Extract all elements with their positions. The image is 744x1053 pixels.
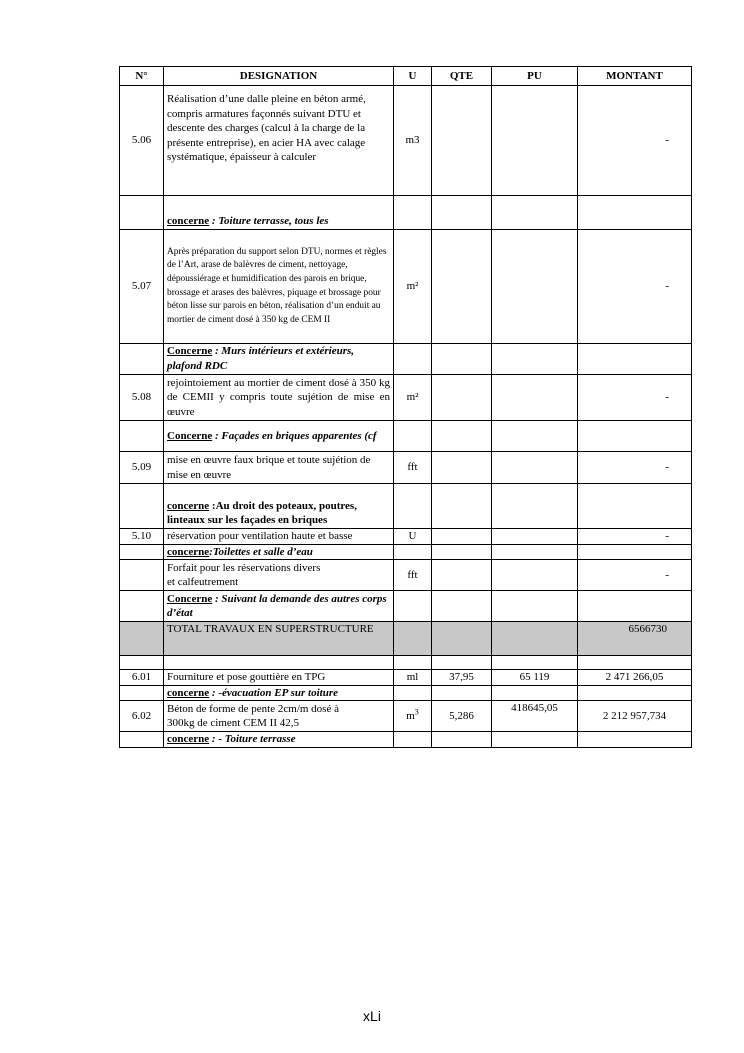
table-row	[120, 701, 692, 732]
item-designation: réservation pour ventilation haute et basse	[164, 529, 394, 545]
concerne-label: Concerne	[167, 592, 213, 605]
concerne-note	[164, 344, 394, 375]
item-number: 5.10	[120, 529, 164, 545]
item-montant: -	[578, 452, 692, 484]
table-row	[120, 344, 692, 375]
total-row	[120, 622, 692, 656]
designation-line-2: 300kg de ciment CEM II 42,5	[167, 717, 299, 730]
concerne-note	[164, 196, 394, 230]
page-number: xLi	[363, 1008, 381, 1024]
unit-superscript: 3	[414, 707, 419, 717]
concerne-label: Concerne	[167, 345, 213, 358]
concerne-note	[164, 732, 394, 748]
item-number: 5.06	[120, 86, 164, 196]
item-montant: -	[578, 375, 692, 421]
concerne-text: : -évacuation EP sur toiture	[211, 686, 339, 699]
item-unit: fft	[394, 560, 432, 591]
header-num: N°	[120, 67, 164, 86]
item-unit: $m^3$	[394, 701, 432, 732]
item-pu: 418645,05	[492, 701, 578, 732]
item-unit: m²	[394, 230, 432, 344]
table-row	[120, 484, 692, 529]
item-number: 5.07	[120, 230, 164, 344]
table-row	[120, 375, 692, 421]
concerne-text: :Toilettes et salle d’eau	[209, 545, 313, 558]
table-row	[120, 452, 692, 484]
forfait-line-2: et calfeutrement	[167, 576, 239, 589]
concerne-note	[164, 421, 394, 452]
item-designation	[164, 701, 394, 732]
concerne-text: : Murs intérieurs et extérieurs, plafond RDC	[167, 345, 355, 372]
concerne-label: concerne	[167, 545, 210, 558]
designation-line-1: Béton de forme de pente 2cm/m dosé à	[167, 702, 339, 715]
item-unit: m²	[394, 375, 432, 421]
header-qte: QTE	[432, 67, 492, 86]
table-row	[120, 591, 692, 622]
concerne-text: : Toiture terrasse, tous les	[211, 215, 329, 228]
header-designation: DESIGNATION	[164, 67, 394, 86]
header-pu: PU	[492, 67, 578, 86]
concerne-text: :Au droit des poteaux, poutres, linteaux sur les façades en briques	[167, 499, 357, 527]
item-montant: 2 471 266,05	[578, 670, 692, 686]
item-montant: 2 212 957,734	[578, 701, 692, 732]
concerne-note	[164, 685, 394, 701]
item-number: 5.09	[120, 452, 164, 484]
bill-of-quantities-table	[119, 66, 692, 748]
concerne-label: concerne	[167, 686, 210, 699]
item-unit: m3	[394, 86, 432, 196]
total-montant: 6566730	[578, 622, 692, 656]
item-pu: 65 119	[492, 670, 578, 686]
table-row	[120, 732, 692, 748]
concerne-label: concerne	[167, 499, 210, 512]
item-designation: Fourniture et pose gouttière en TPG	[164, 670, 394, 686]
item-montant: -	[578, 230, 692, 344]
concerne-label: concerne	[167, 215, 210, 228]
concerne-note	[164, 591, 394, 622]
item-montant: -	[578, 529, 692, 545]
table-row	[120, 230, 692, 344]
table-header-row	[120, 67, 692, 86]
table-row	[120, 421, 692, 452]
item-qte: 5,286	[432, 701, 492, 732]
item-montant: -	[578, 86, 692, 196]
table-row	[120, 670, 692, 686]
table-row	[120, 656, 692, 670]
item-designation: rejointoiement au mortier de ciment dosé à 350 kg de CEMII y compris toute sujétion de mise en œuvre	[164, 375, 394, 421]
header-montant: MONTANT	[578, 67, 692, 86]
item-number: 6.02	[120, 701, 164, 732]
forfait-line-1: Forfait pour les réservations divers	[167, 561, 321, 574]
item-unit: ml	[394, 670, 432, 686]
table-row	[120, 685, 692, 701]
item-montant: -	[578, 560, 692, 591]
concerne-label: concerne	[167, 733, 210, 746]
table-row	[120, 196, 692, 230]
table-row	[120, 560, 692, 591]
header-unit: U	[394, 67, 432, 86]
concerne-note	[164, 484, 394, 529]
item-qte: 37,95	[432, 670, 492, 686]
concerne-text: : Façades en briques apparentes (cf	[214, 429, 377, 442]
table-row	[120, 529, 692, 545]
item-number: 6.01	[120, 670, 164, 686]
total-label: TOTAL TRAVAUX EN SUPERSTRUCTURE	[164, 622, 394, 656]
item-designation: mise en œuvre faux brique et toute sujétion de mise en œuvre	[164, 452, 394, 484]
concerne-text: : - Toiture terrasse	[211, 733, 296, 746]
concerne-note	[164, 544, 394, 560]
item-number: 5.08	[120, 375, 164, 421]
concerne-text: : Suivant la demande des autres corps d’état	[167, 592, 387, 620]
item-unit: fft	[394, 452, 432, 484]
concerne-label: Concerne	[167, 429, 213, 442]
table-row	[120, 544, 692, 560]
item-unit: U	[394, 529, 432, 545]
item-designation	[164, 560, 394, 591]
item-designation: Après préparation du support selon DTU, normes et règles de l’Art, arase de balèvres de ciment, nettoyage, dépoussiérage et humidification des parois en brique, brossage et arases des balèvres, piquage et brossage pour béton lisse sur parois en béton, réalisation d’un enduit au mortier de ciment dosé à 350 kg de CEM II	[164, 230, 394, 344]
item-designation: Réalisation d’une dalle pleine en béton armé, compris armatures façonnés suivant DTU et descente des charges (calcul à la charge de la présente entreprise), en acier HA avec calage systématique, épaisseur à calculer	[164, 86, 394, 196]
table-row	[120, 86, 692, 196]
